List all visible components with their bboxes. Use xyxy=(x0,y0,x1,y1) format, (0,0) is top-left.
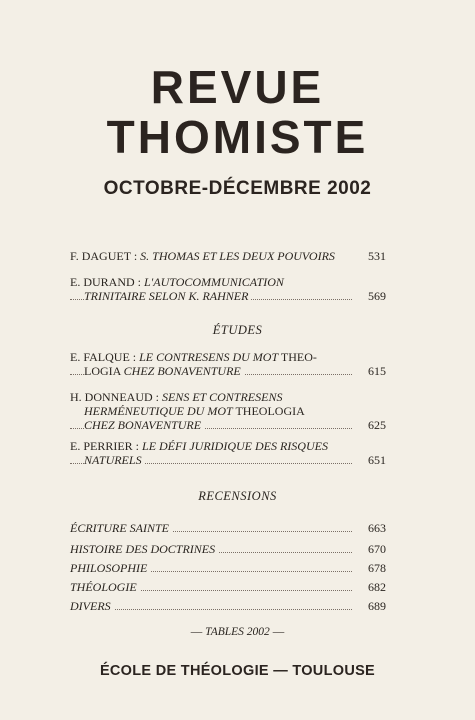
article-title-line1: L'AUTOCOMMUNICATION xyxy=(144,275,284,289)
journal-title-line1: REVUE xyxy=(150,61,325,113)
article-title-line2: NATURELS xyxy=(84,453,145,467)
article-title-line2b: THEOLOGIA xyxy=(235,404,305,418)
article-title-line1a: LE CONTRESENS DU MOT xyxy=(139,350,279,364)
author: H. DONNEAUD : xyxy=(70,390,159,404)
author: F. DAGUET : xyxy=(70,249,138,263)
toc-entry-perrier xyxy=(70,439,386,467)
tables-label: TABLES 2002 xyxy=(205,626,270,638)
toc-entry-falque xyxy=(70,350,386,378)
article-title-line1b: THEO- xyxy=(280,350,317,364)
toc-entry-recension-philosophie xyxy=(70,561,386,575)
page-number: 625 xyxy=(364,418,386,432)
page-number: 615 xyxy=(364,364,386,378)
page-number: 651 xyxy=(364,453,386,467)
article-title: S. THOMAS ET LES DEUX POUVOIRS xyxy=(140,249,335,263)
article-title-line2a: HERMÉNEUTIQUE DU MOT xyxy=(84,404,233,418)
page-number: 678 xyxy=(364,561,386,575)
recension-label: DIVERS xyxy=(70,599,114,613)
toc-entry-recension-histoire xyxy=(70,542,386,556)
article-title-line3: CHEZ BONAVENTURE xyxy=(84,418,204,432)
publisher-footer: ÉCOLE DE THÉOLOGIE — TOULOUSE xyxy=(99,663,376,679)
page-number: 670 xyxy=(364,542,386,556)
journal-title-line2: THOMISTE xyxy=(106,111,369,163)
toc-entry-recension-theologie xyxy=(70,580,386,594)
section-heading-etudes: ÉTUDES xyxy=(212,323,263,337)
section-heading-recensions: RECENSIONS xyxy=(198,489,277,503)
article-title-line2: TRINITAIRE SELON K. RAHNER xyxy=(84,289,251,303)
tables-note xyxy=(0,626,475,638)
recension-label: PHILOSOPHIE xyxy=(70,561,150,575)
tables-dash-right: — xyxy=(272,626,285,638)
page-number: 689 xyxy=(364,599,386,613)
article-title-line1: SENS ET CONTRESENS xyxy=(162,390,283,404)
recension-label: HISTOIRE DES DOCTRINES xyxy=(70,542,218,556)
issue-date: OCTOBRE-DÉCEMBRE 2002 xyxy=(103,178,372,199)
recension-label: ÉCRITURE SAINTE xyxy=(70,521,172,535)
page-number: 569 xyxy=(364,289,386,303)
author: E. DURAND : xyxy=(70,275,141,289)
toc-entry-recension-ecriture xyxy=(70,521,386,535)
page-number: 531 xyxy=(364,249,386,263)
article-title-line2b: CHEZ BONAVENTURE xyxy=(123,364,241,378)
toc-entry-daguet xyxy=(70,249,386,263)
toc-entry-durand xyxy=(70,275,386,303)
author: E. PERRIER : xyxy=(70,439,140,453)
recension-label: THÉOLOGIE xyxy=(70,580,140,594)
page-number: 663 xyxy=(364,521,386,535)
page-number: 682 xyxy=(364,580,386,594)
tables-dash-left: — xyxy=(190,626,203,638)
author: E. FALQUE : xyxy=(70,350,137,364)
toc-entry-recension-divers xyxy=(70,599,386,613)
toc-entry-donneaud xyxy=(70,390,386,432)
article-title-line1: LE DÉFI JURIDIQUE DES RISQUES xyxy=(142,439,328,453)
article-title-line2a: LOGIA xyxy=(84,364,121,378)
